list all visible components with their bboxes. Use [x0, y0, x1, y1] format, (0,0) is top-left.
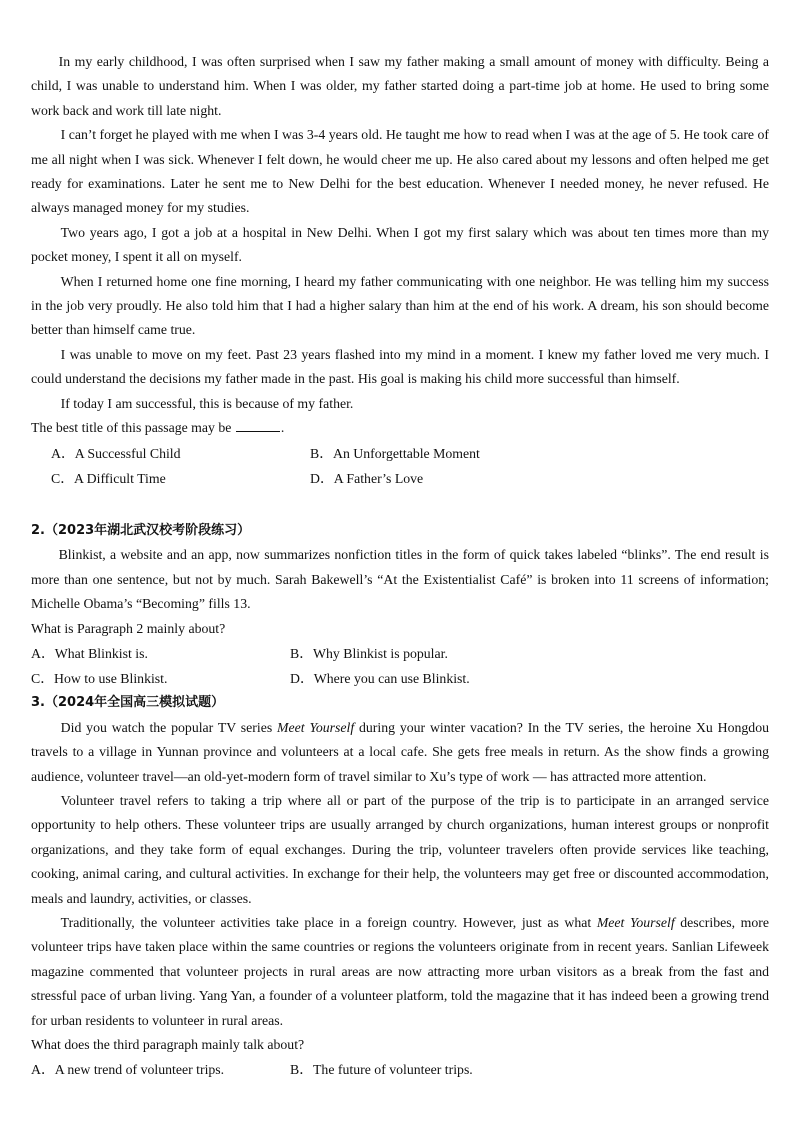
q3-p1-end: during your winter vacation? In the TV series, the heroine Xu Hongdou travels to a village in Yunnan province and volunteers at a local cafe. She gets free meals in return. As the show finds a growing audience, volunteer travel—an old-yet-modern form of travel similar to Xu’s type of work — has attracted more attention.: [31, 719, 769, 784]
q1-option-c[interactable]: C．A Difficult Time: [51, 470, 166, 486]
q3-paragraph-2: Volunteer travel refers to taking a trip where all or part of the purpose of the trip is to participate in an arranged service opportunity to help others. These volunteer trips are usually arranged by church organizations, human interest groups or nonprofit organizations, and they take form of equal exchanges. During the trip, volunteer travelers often provide services like teaching, cooking, animal caring, and cultural activities. In exchange for their help, the volunteers may get free or discounted accommodation, meals and laundry, activities, or classes.: [31, 792, 769, 906]
q1-paragraph-3: Two years ago, I got a job at a hospital in New Delhi. When I got my first salary which was about ten times more than my pocket money, I spent it all on myself.: [31, 224, 769, 265]
q3-option-a[interactable]: A．A new trend of volunteer trips.: [31, 1062, 225, 1078]
q2-heading: 2.（2023年湖北武汉校考阶段练习）: [31, 522, 251, 538]
q1-option-b[interactable]: B．An Unforgettable Moment: [310, 445, 480, 461]
q1-question-end: .: [280, 420, 285, 436]
section-gap: [31, 491, 769, 519]
q2-question: What is Paragraph 2 mainly about?: [31, 620, 226, 636]
q1-paragraph-6: If today I am successful, this is because of my father.: [60, 395, 354, 411]
q3-options: [31, 1057, 769, 1082]
q2-paragraph-1: Blinkist, a website and an app, now summarizes nonfiction titles in the form of quick takes labeled “blinks”. The end result is more than one sentence, but not by much. Sarah Bakewell’s “At the Existentialist Café” is broken into 11 screens of information; Michelle Obama’s “Becoming” fills 13.: [31, 547, 769, 612]
q3-p1-start: Did you watch the popular TV series: [60, 719, 278, 735]
q1-paragraph-5: I was unable to move on my feet. Past 23 years flashed into my mind in a moment. I knew my father loved me very much. I could understand the decisions my father made in the past. His goal is making his child more successful than himself.: [31, 346, 769, 387]
q2-option-d[interactable]: D．Where you can use Blinkist.: [290, 671, 470, 687]
answer-blank: [236, 419, 280, 432]
q1-options: [31, 441, 769, 491]
q1-paragraph-4: When I returned home one fine morning, I heard my father communicating with one neighbor. He was telling him my success in the job very proudly. He also told him that I had a higher salary than him at the end of his work. A dream, his son should become better than himself came true.: [31, 273, 769, 338]
tv-series-title: Meet Yourself: [277, 719, 355, 735]
document-page: [31, 50, 769, 1083]
q3-question: What does the third paragraph mainly talk about?: [31, 1037, 305, 1053]
q1-question: [31, 416, 769, 440]
question-1: [31, 50, 769, 491]
q1-option-d[interactable]: D．A Father’s Love: [310, 470, 424, 486]
q3-heading: 3.（2024年全国高三模拟试题）: [31, 695, 225, 711]
q1-paragraph-1: In my early childhood, I was often surprised when I saw my father making a small amount of money with difficulty. Being a child, I was unable to understand him. When I was older, my father started doing a part-time job at home. He used to bring some work back and work till late night.: [31, 54, 769, 118]
q3-option-b[interactable]: B．The future of volunteer trips.: [290, 1062, 473, 1078]
q2-option-a[interactable]: A．What Blinkist is.: [31, 645, 148, 661]
q3-paragraph-3: [31, 911, 769, 1033]
tv-series-title: Meet Yourself: [596, 915, 675, 930]
q2-option-c[interactable]: C．How to use Blinkist.: [31, 671, 168, 687]
q1-paragraph-2: I can’t forget he played with me when I was 3-4 years old. He taught me how to read when I was at the age of 5. He took care of me all night when I was sick. Whenever I felt down, he would cheer me up. He also cared about my lessons and often helped me get ready for examinations. Later he sent me to New Delhi for the best education. Whenever I needed money, he never refused. He always managed money for my studies.: [31, 127, 769, 216]
q3-p3-end: describes, more volunteer trips have taken place within the same countries or regions the volunteers originate from in recent years. Sanlian Lifeweek magazine commented that volunteer projects in rural areas are now attracting more urban visitors as a break from the fast and stressful pace of urban living. Yang Yan, a founder of a volunteer platform, told the magazine that it has indeed been a growing trend for urban residents to volunteer in rural areas.: [31, 915, 769, 1028]
q3-p3-start: Traditionally, the volunteer activities take place in a foreign country. However, just as what: [60, 915, 597, 930]
question-3: [31, 691, 769, 1082]
q2-options: [31, 641, 769, 691]
question-2: [31, 519, 769, 691]
q3-paragraph-1: [31, 716, 769, 789]
q1-option-a[interactable]: A．A Successful Child: [51, 445, 181, 461]
q1-question-text: The best title of this passage may be: [31, 420, 232, 436]
q2-option-b[interactable]: B．Why Blinkist is popular.: [290, 645, 448, 661]
